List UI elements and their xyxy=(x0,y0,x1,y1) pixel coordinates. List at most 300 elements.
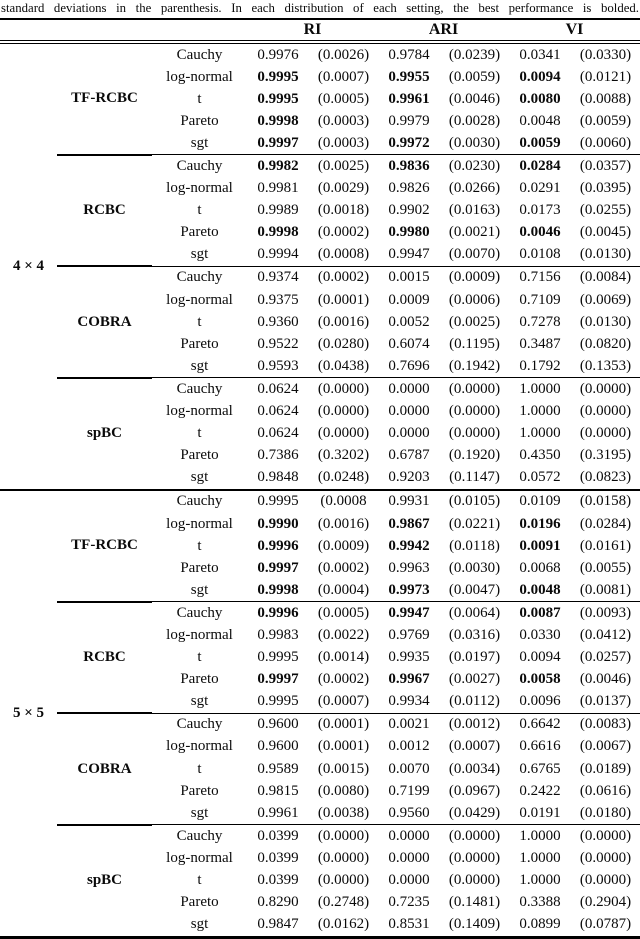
metric-sd: (0.0045) xyxy=(579,224,632,241)
metric-mean: 0.9967 xyxy=(388,671,430,688)
metric-sd: (0.0003) xyxy=(317,112,370,129)
metric-sd: (0.0059) xyxy=(448,68,501,85)
distribution-label: t xyxy=(197,760,202,777)
metric-mean: 0.6616 xyxy=(519,738,561,755)
metric-mean: 0.9848 xyxy=(247,467,309,490)
metric-sd: (0.0280) xyxy=(317,335,370,352)
distribution-label: log-normal xyxy=(166,68,233,85)
metric-mean: 0.0000 xyxy=(388,849,430,866)
metric-mean: 0.9972 xyxy=(378,132,440,155)
metric-sd: (0.0248) xyxy=(309,467,378,490)
metric-mean: 0.9836 xyxy=(388,158,430,175)
distribution-label: log-normal xyxy=(166,291,233,308)
metric-sd: (0.0130) xyxy=(579,313,632,330)
metric-mean: 0.0009 xyxy=(388,291,430,308)
distribution-label: sgt xyxy=(152,467,247,490)
distribution-label: sgt xyxy=(152,355,247,378)
metric-mean: 0.9997 xyxy=(257,559,299,576)
method-label: spBC xyxy=(57,825,152,937)
metric-mean: 0.9995 xyxy=(257,649,299,666)
distribution-label: sgt xyxy=(152,132,247,155)
metric-sd: (0.0093) xyxy=(579,604,632,621)
results-table xyxy=(0,18,640,939)
metric-mean: 0.9947 xyxy=(378,244,440,267)
metric-mean: 0.9784 xyxy=(388,46,430,63)
metric-sd: (0.0067) xyxy=(579,738,632,755)
metric-mean: 0.0109 xyxy=(519,493,561,510)
distribution-label: log-normal xyxy=(166,180,233,197)
metric-mean: 0.0048 xyxy=(509,579,571,602)
metric-sd: (0.0007) xyxy=(448,738,501,755)
metric-sd: (0.0221) xyxy=(448,515,501,532)
metric-sd: (0.1353) xyxy=(571,355,640,378)
metric-mean: 0.9867 xyxy=(388,515,430,532)
metric-sd: (0.0018) xyxy=(317,202,370,219)
metric-sd: (0.0047) xyxy=(440,579,509,602)
metric-mean: 0.9981 xyxy=(257,180,299,197)
metric-sd: (0.1195) xyxy=(449,335,500,352)
metric-sd: (0.0026) xyxy=(317,46,370,63)
metric-mean: 0.9826 xyxy=(388,180,430,197)
table-header xyxy=(0,19,640,42)
metric-sd: (0.0137) xyxy=(571,691,640,714)
metric-mean: 0.9983 xyxy=(257,626,299,643)
distribution-label: t xyxy=(197,425,202,442)
metric-mean: 0.0572 xyxy=(509,467,571,490)
distribution-label: Cauchy xyxy=(176,604,223,621)
metric-mean: 0.0291 xyxy=(519,180,561,197)
method-label: spBC xyxy=(57,378,152,490)
metric-sd: (0.0004) xyxy=(309,579,378,602)
metric-mean: 0.8531 xyxy=(378,914,440,938)
distribution-label: t xyxy=(197,313,202,330)
metric-sd: (0.0330) xyxy=(579,46,632,63)
metric-sd: (0.0787) xyxy=(571,914,640,938)
metric-sd: (0.0083) xyxy=(579,716,632,733)
metric-sd: (0.1409) xyxy=(440,914,509,938)
metric-mean: 0.0015 xyxy=(388,269,430,286)
metric-sd: (0.0000) xyxy=(448,425,501,442)
distribution-label: Pareto xyxy=(180,671,219,688)
distribution-label: log-normal xyxy=(166,849,233,866)
metric-sd: (0.1481) xyxy=(448,894,501,911)
metric-sd: (0.0064) xyxy=(448,604,501,621)
metric-sd: (0.0038) xyxy=(309,802,378,825)
table-row xyxy=(0,602,640,625)
metric-sd: (0.0438) xyxy=(309,355,378,378)
table-caption: standard deviations in the parenthesis. In each distribution of each setting, the best performance is bolded. xyxy=(1,1,639,15)
metric-sd: (0.0009) xyxy=(317,537,370,554)
header-row xyxy=(0,19,640,42)
distribution-label: Pareto xyxy=(180,112,219,129)
metric-mean: 0.2422 xyxy=(519,782,561,799)
metric-mean: 0.3487 xyxy=(519,335,561,352)
metric-sd: (0.0006) xyxy=(448,291,501,308)
metric-mean: 0.9934 xyxy=(378,691,440,714)
metric-sd: (0.0412) xyxy=(579,626,632,643)
metric-sd: (0.0257) xyxy=(579,649,632,666)
metric-sd: (0.1147) xyxy=(440,467,509,490)
distribution-label: Cauchy xyxy=(176,380,223,397)
metric-sd: (0.0429) xyxy=(440,802,509,825)
metric-mean: 0.9998 xyxy=(247,579,309,602)
metric-sd: (0.0029) xyxy=(317,180,370,197)
metric-sd: (0.0055) xyxy=(579,559,632,576)
metric-sd: (0.0197) xyxy=(448,649,501,666)
metric-sd: (0.0000) xyxy=(317,403,370,420)
metric-sd: (0.0000) xyxy=(579,403,632,420)
metric-mean: 0.9997 xyxy=(257,671,299,688)
metric-mean: 0.9600 xyxy=(257,738,299,755)
metric-mean: 0.7386 xyxy=(257,447,299,464)
metric-mean: 0.6765 xyxy=(519,760,561,777)
table-row xyxy=(0,490,640,513)
metric-mean: 0.0094 xyxy=(519,68,561,85)
metric-mean: 0.7109 xyxy=(519,291,561,308)
distribution-label: Pareto xyxy=(180,224,219,241)
metric-mean: 1.0000 xyxy=(519,872,561,889)
distribution-label: Pareto xyxy=(180,894,219,911)
metric-sd: (0.0002) xyxy=(317,224,370,241)
metric-mean: 0.9560 xyxy=(378,802,440,825)
metric-mean: 0.9998 xyxy=(257,112,299,129)
metric-mean: 0.9995 xyxy=(257,493,299,510)
metric-sd: (0.0030) xyxy=(448,559,501,576)
metric-sd: (0.0180) xyxy=(571,802,640,825)
metric-mean: 0.9982 xyxy=(257,158,299,175)
metric-sd: (0.0005) xyxy=(317,604,370,621)
distribution-label: Pareto xyxy=(180,447,219,464)
distribution-label: Pareto xyxy=(180,559,219,576)
metric-sd: (0.0001) xyxy=(317,738,370,755)
metric-mean: 1.0000 xyxy=(519,403,561,420)
metric-mean: 0.0624 xyxy=(257,380,299,397)
metric-sd: (0.0284) xyxy=(579,515,632,532)
metric-sd: (0.0001) xyxy=(317,291,370,308)
metric-sd: (0.0000) xyxy=(579,849,632,866)
table-row xyxy=(0,825,640,848)
metric-mean: 0.9995 xyxy=(247,691,309,714)
metric-sd: (0.0000) xyxy=(579,425,632,442)
distribution-label: Cauchy xyxy=(176,158,223,175)
metric-sd: (0.0000) xyxy=(317,827,370,844)
metric-mean: 0.0087 xyxy=(519,604,561,621)
metric-sd: (0.0021) xyxy=(448,224,501,241)
metric-sd: (0.0008 xyxy=(320,493,367,510)
metric-mean: 0.0094 xyxy=(519,649,561,666)
metric-mean: 0.0048 xyxy=(519,112,561,129)
metric-mean: 0.9963 xyxy=(388,559,430,576)
distribution-label: sgt xyxy=(152,691,247,714)
distribution-label: log-normal xyxy=(166,626,233,643)
metric-sd: (0.0121) xyxy=(579,68,632,85)
metric-mean: 0.9360 xyxy=(257,313,299,330)
metric-mean: 0.9955 xyxy=(388,68,430,85)
distribution-label: Cauchy xyxy=(176,269,223,286)
metric-mean: 0.0899 xyxy=(509,914,571,938)
metric-mean: 0.0399 xyxy=(257,872,299,889)
metric-sd: (0.2904) xyxy=(579,894,632,911)
header-vi: VI xyxy=(509,19,640,42)
distribution-label: t xyxy=(197,537,202,554)
metric-mean: 0.7696 xyxy=(378,355,440,378)
metric-mean: 0.9961 xyxy=(247,802,309,825)
metric-sd: (0.0007) xyxy=(317,68,370,85)
metric-sd: (0.0189) xyxy=(579,760,632,777)
metric-sd: (0.0000) xyxy=(317,425,370,442)
table-row xyxy=(0,155,640,178)
metric-sd: (0.0000) xyxy=(448,827,501,844)
distribution-label: t xyxy=(197,872,202,889)
metric-sd: (0.0080) xyxy=(317,782,370,799)
table-row xyxy=(0,42,640,66)
metric-sd: (0.0060) xyxy=(571,132,640,155)
metric-sd: (0.0008) xyxy=(309,244,378,267)
metric-mean: 0.9815 xyxy=(257,782,299,799)
metric-mean: 0.9976 xyxy=(257,46,299,63)
metric-mean: 0.0341 xyxy=(519,46,561,63)
metric-sd: (0.0081) xyxy=(571,579,640,602)
metric-sd: (0.0059) xyxy=(579,112,632,129)
results-tbody xyxy=(0,42,640,937)
metric-mean: 0.0046 xyxy=(519,224,561,241)
metric-mean: 0.9600 xyxy=(257,716,299,733)
metric-sd: (0.0158) xyxy=(579,493,632,510)
metric-mean: 0.0000 xyxy=(388,425,430,442)
metric-mean: 0.0080 xyxy=(519,90,561,107)
metric-sd: (0.0069) xyxy=(579,291,632,308)
metric-mean: 0.9374 xyxy=(257,269,299,286)
table-row xyxy=(0,266,640,289)
metric-sd: (0.0230) xyxy=(448,158,501,175)
metric-sd: (0.0000) xyxy=(448,872,501,889)
header-ri: RI xyxy=(247,19,378,42)
distribution-label: sgt xyxy=(152,914,247,938)
metric-mean: 0.7235 xyxy=(388,894,430,911)
metric-mean: 0.0108 xyxy=(509,244,571,267)
metric-mean: 0.0000 xyxy=(388,380,430,397)
metric-sd: (0.0823) xyxy=(571,467,640,490)
metric-mean: 0.0399 xyxy=(257,849,299,866)
metric-sd: (0.0000) xyxy=(448,849,501,866)
distribution-label: sgt xyxy=(152,244,247,267)
metric-sd: (0.0016) xyxy=(317,515,370,532)
metric-mean: 0.9989 xyxy=(257,202,299,219)
table-row xyxy=(0,713,640,736)
metric-mean: 0.1792 xyxy=(509,355,571,378)
distribution-label: sgt xyxy=(152,579,247,602)
metric-mean: 0.6787 xyxy=(388,447,430,464)
distribution-label: Cauchy xyxy=(176,827,223,844)
metric-mean: 0.0012 xyxy=(388,738,430,755)
metric-sd: (0.0014) xyxy=(317,649,370,666)
metric-sd: (0.0163) xyxy=(448,202,501,219)
distribution-label: t xyxy=(197,649,202,666)
metric-sd: (0.0005) xyxy=(317,90,370,107)
metric-mean: 0.0091 xyxy=(519,537,561,554)
metric-sd: (0.2748) xyxy=(317,894,370,911)
metric-sd: (0.0028) xyxy=(448,112,501,129)
metric-sd: (0.0046) xyxy=(448,90,501,107)
distribution-label: sgt xyxy=(152,802,247,825)
metric-sd: (0.0025) xyxy=(317,158,370,175)
metric-sd: (0.1942) xyxy=(440,355,509,378)
metric-mean: 0.9996 xyxy=(257,537,299,554)
metric-mean: 0.9769 xyxy=(388,626,430,643)
metric-mean: 0.9995 xyxy=(257,68,299,85)
metric-mean: 0.9589 xyxy=(257,760,299,777)
metric-sd: (0.0088) xyxy=(579,90,632,107)
metric-mean: 0.0000 xyxy=(388,403,430,420)
metric-mean: 0.0284 xyxy=(519,158,561,175)
metric-mean: 0.9902 xyxy=(388,202,430,219)
metric-sd: (0.0002) xyxy=(317,269,370,286)
metric-mean: 0.0624 xyxy=(257,403,299,420)
metric-mean: 0.0196 xyxy=(519,515,561,532)
metric-mean: 0.9990 xyxy=(257,515,299,532)
metric-sd: (0.0255) xyxy=(579,202,632,219)
metric-sd: (0.0009) xyxy=(448,269,501,286)
metric-sd: (0.0000) xyxy=(579,872,632,889)
metric-mean: 0.0330 xyxy=(519,626,561,643)
metric-mean: 0.0096 xyxy=(509,691,571,714)
method-label: TF-RCBC xyxy=(57,42,152,155)
table-row xyxy=(0,378,640,401)
metric-sd: (0.0030) xyxy=(440,132,509,155)
distribution-label: Pareto xyxy=(180,782,219,799)
metric-mean: 0.9961 xyxy=(388,90,430,107)
metric-mean: 0.9522 xyxy=(257,335,299,352)
metric-mean: 0.0191 xyxy=(509,802,571,825)
metric-mean: 0.0624 xyxy=(257,425,299,442)
distribution-label: Cauchy xyxy=(176,716,223,733)
metric-mean: 0.0000 xyxy=(388,827,430,844)
metric-sd: (0.0000) xyxy=(317,849,370,866)
metric-mean: 0.0399 xyxy=(257,827,299,844)
metric-sd: (0.0034) xyxy=(448,760,501,777)
metric-mean: 0.0059 xyxy=(509,132,571,155)
metric-mean: 0.8290 xyxy=(257,894,299,911)
metric-sd: (0.0070) xyxy=(440,244,509,267)
metric-mean: 0.6642 xyxy=(519,716,561,733)
metric-mean: 0.0070 xyxy=(388,760,430,777)
metric-mean: 0.6074 xyxy=(388,335,430,352)
metric-mean: 0.9847 xyxy=(247,914,309,938)
metric-sd: (0.0395) xyxy=(579,180,632,197)
metric-mean: 0.9947 xyxy=(388,604,430,621)
metric-sd: (0.0025) xyxy=(448,313,501,330)
metric-mean: 1.0000 xyxy=(519,425,561,442)
metric-sd: (0.0000) xyxy=(317,872,370,889)
metric-mean: 0.0068 xyxy=(519,559,561,576)
header-ari: ARI xyxy=(378,19,509,42)
metric-sd: (0.0002) xyxy=(317,559,370,576)
metric-sd: (0.0002) xyxy=(317,671,370,688)
metric-sd: (0.0239) xyxy=(448,46,501,63)
metric-mean: 0.0021 xyxy=(388,716,430,733)
metric-sd: (0.0003) xyxy=(309,132,378,155)
metric-sd: (0.0012) xyxy=(448,716,501,733)
metric-sd: (0.0000) xyxy=(448,380,501,397)
metric-sd: (0.0105) xyxy=(448,493,501,510)
metric-mean: 0.0058 xyxy=(519,671,561,688)
distribution-label: log-normal xyxy=(166,403,233,420)
metric-sd: (0.0000) xyxy=(579,380,632,397)
distribution-label: Pareto xyxy=(180,335,219,352)
metric-mean: 0.9931 xyxy=(388,493,430,510)
metric-mean: 0.9973 xyxy=(378,579,440,602)
header-spacer xyxy=(0,19,247,42)
metric-mean: 0.9998 xyxy=(257,224,299,241)
metric-sd: (0.0000) xyxy=(317,380,370,397)
metric-mean: 0.7156 xyxy=(519,269,561,286)
metric-mean: 0.0173 xyxy=(519,202,561,219)
method-label: TF-RCBC xyxy=(57,490,152,602)
metric-mean: 0.9995 xyxy=(257,90,299,107)
metric-mean: 0.9979 xyxy=(388,112,430,129)
metric-sd: (0.1920) xyxy=(448,447,501,464)
metric-mean: 1.0000 xyxy=(519,380,561,397)
metric-mean: 1.0000 xyxy=(519,849,561,866)
metric-sd: (0.0016) xyxy=(317,313,370,330)
metric-sd: (0.0357) xyxy=(579,158,632,175)
metric-mean: 1.0000 xyxy=(519,827,561,844)
metric-mean: 0.9994 xyxy=(247,244,309,267)
distribution-label: log-normal xyxy=(166,738,233,755)
metric-mean: 0.3388 xyxy=(519,894,561,911)
metric-sd: (0.0162) xyxy=(309,914,378,938)
metric-sd: (0.0967) xyxy=(448,782,501,799)
distribution-label: Cauchy xyxy=(176,46,223,63)
metric-sd: (0.0130) xyxy=(571,244,640,267)
metric-sd: (0.0007) xyxy=(309,691,378,714)
metric-sd: (0.0000) xyxy=(579,827,632,844)
metric-mean: 0.7199 xyxy=(388,782,430,799)
setting-label: 4 × 4 xyxy=(0,42,57,490)
distribution-label: Cauchy xyxy=(176,493,223,510)
metric-mean: 0.9942 xyxy=(388,537,430,554)
metric-mean: 0.9375 xyxy=(257,291,299,308)
metric-sd: (0.3202) xyxy=(317,447,370,464)
metric-sd: (0.0118) xyxy=(449,537,500,554)
metric-mean: 0.9996 xyxy=(257,604,299,621)
metric-sd: (0.0022) xyxy=(317,626,370,643)
metric-mean: 0.9593 xyxy=(247,355,309,378)
metric-sd: (0.0112) xyxy=(440,691,509,714)
metric-mean: 0.4350 xyxy=(519,447,561,464)
metric-mean: 0.9980 xyxy=(388,224,430,241)
method-label: RCBC xyxy=(57,602,152,713)
method-label: RCBC xyxy=(57,155,152,266)
distribution-label: log-normal xyxy=(166,515,233,532)
metric-mean: 0.7278 xyxy=(519,313,561,330)
metric-sd: (0.0820) xyxy=(579,335,632,352)
metric-mean: 0.0052 xyxy=(388,313,430,330)
distribution-label: t xyxy=(197,90,202,107)
setting-label: 5 × 5 xyxy=(0,490,57,937)
metric-sd: (0.0000) xyxy=(448,403,501,420)
metric-sd: (0.3195) xyxy=(579,447,632,464)
metric-mean: 0.0000 xyxy=(388,872,430,889)
metric-sd: (0.0046) xyxy=(579,671,632,688)
metric-sd: (0.0001) xyxy=(317,716,370,733)
metric-mean: 0.9935 xyxy=(388,649,430,666)
metric-sd: (0.0015) xyxy=(317,760,370,777)
method-label: COBRA xyxy=(57,266,152,377)
distribution-label: t xyxy=(197,202,202,219)
method-label: COBRA xyxy=(57,713,152,824)
metric-mean: 0.9203 xyxy=(378,467,440,490)
